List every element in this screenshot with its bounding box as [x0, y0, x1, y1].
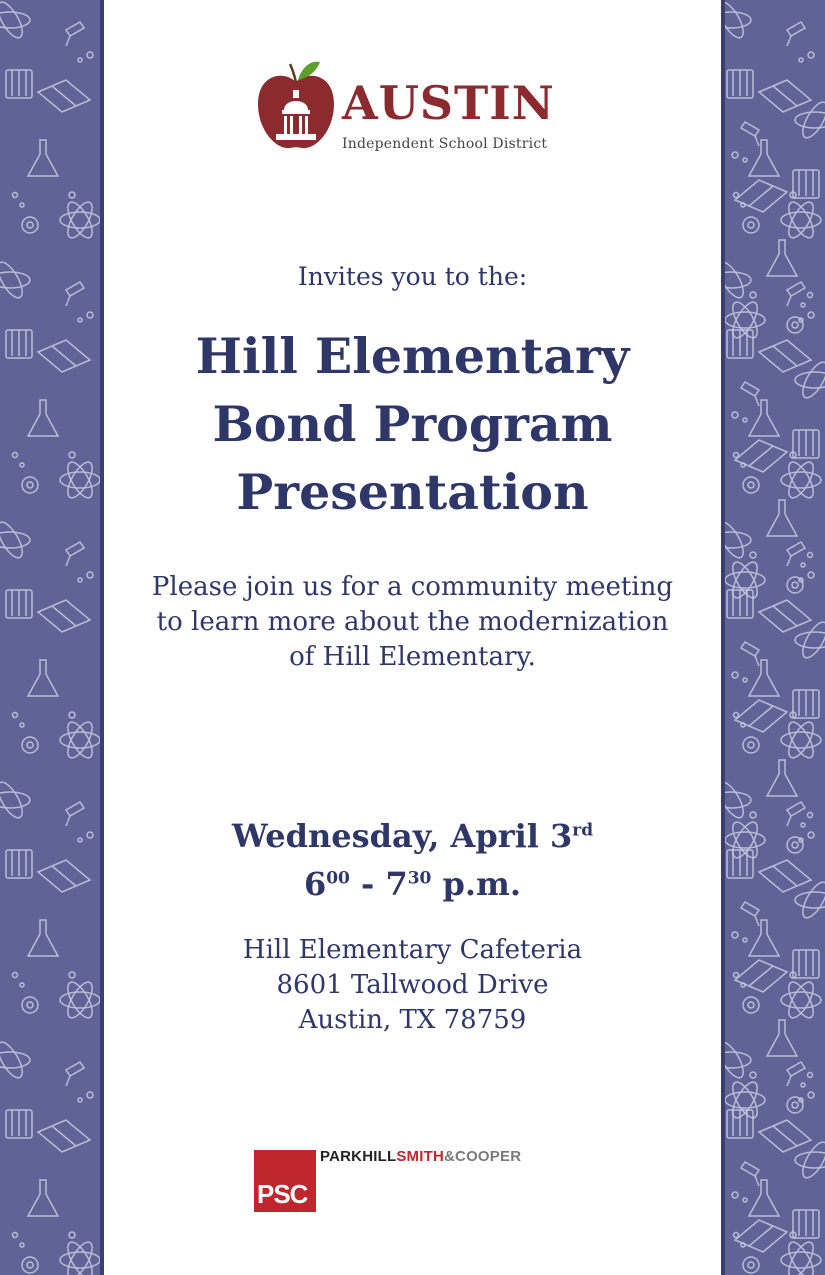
time-dash: - — [349, 865, 386, 903]
logo-wordmark: AUSTIN — [342, 76, 555, 130]
day-suffix: rd — [572, 820, 594, 841]
description-line: Please join us for a community meeting — [151, 572, 674, 602]
austin-isd-logo — [254, 58, 574, 158]
end-minutes: 30 — [407, 868, 432, 889]
psc-name-part: PARKHILL — [320, 1148, 397, 1165]
psc-logo-box — [254, 1150, 316, 1212]
start-hour: 6 — [303, 865, 327, 903]
time-ampm: p.m. — [431, 865, 522, 903]
right-pattern-band — [721, 0, 825, 1275]
logo-subtitle: Independent School District — [342, 136, 548, 152]
title-line: Bond Program — [212, 395, 613, 453]
psc-logo-letters: PSC — [257, 1179, 308, 1209]
psc-name-part: &COOPER — [444, 1148, 522, 1165]
psc-logo — [254, 1148, 584, 1214]
science-pattern — [721, 0, 825, 1275]
event-day: Wednesday, April 3 — [231, 817, 573, 855]
location-line: 8601 Tallwood Drive — [276, 970, 549, 1000]
description — [104, 570, 721, 675]
apple-capitol-icon — [254, 58, 338, 150]
event-datetime — [104, 812, 721, 908]
event-time — [104, 860, 721, 908]
event-date — [104, 812, 721, 860]
end-hour: 7 — [385, 865, 408, 903]
description-line: to learn more about the modernization — [156, 607, 669, 637]
left-pattern-band — [0, 0, 104, 1275]
location-line: Austin, TX 78759 — [298, 1005, 527, 1035]
psc-company-name — [320, 1148, 521, 1165]
start-minutes: 00 — [326, 868, 350, 889]
event-location — [104, 933, 721, 1038]
title-line: Presentation — [236, 463, 589, 521]
invite-line: Invites you to the: — [297, 262, 528, 291]
location-line: Hill Elementary Cafeteria — [242, 935, 583, 965]
psc-name-part: SMITH — [396, 1148, 444, 1165]
right-band-edge — [721, 0, 725, 1275]
science-pattern — [0, 0, 104, 1275]
description-line: of Hill Elementary. — [289, 642, 536, 672]
flyer-content — [104, 0, 721, 1275]
page-title — [104, 322, 721, 526]
title-line: Hill Elementary — [195, 327, 630, 385]
